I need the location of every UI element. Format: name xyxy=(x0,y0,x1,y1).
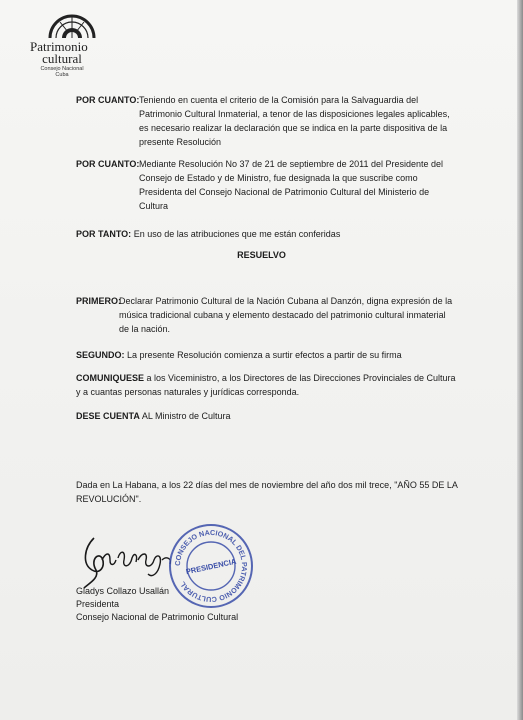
por-tanto-text: En uso de las atribuciones que me están conferidas xyxy=(133,229,341,239)
logo-arc-icon xyxy=(48,6,96,40)
por-cuanto-2-text xyxy=(139,157,470,213)
stamp-ring-text: CONSEJO NACIONAL DEL PATRIMONIO CULTURAL xyxy=(172,527,250,605)
por-cuanto-1 xyxy=(76,93,470,153)
comuniquese-text: a los Viceministro, a los Directores de las Direcciones Provinciales de Cultura xyxy=(146,373,456,383)
logo-title: Patrimonio xyxy=(30,39,88,54)
text-line: Patrimonio Cultural Inmaterial, a tenor de las disposiciones legales aplicables, xyxy=(139,109,450,119)
text-line: es necesario realizar la declaración que se indica en la parte dispositiva de la xyxy=(139,123,448,133)
segundo-label: SEGUNDO: xyxy=(76,350,125,360)
handwritten-signature xyxy=(82,530,177,590)
date-line1: Dada en La Habana, a los 22 días del mes de noviembre del año dos mil trece, "AÑO 55 DE LA xyxy=(76,480,458,490)
page-edge-shadow xyxy=(517,0,523,720)
comuniquese-label: COMUNIQUESE xyxy=(76,373,145,383)
text-line: Mediante Resolución No 37 de 21 de septiembre de 2011 del Presidente del xyxy=(139,159,444,169)
presidencia-stamp xyxy=(168,523,254,609)
por-cuanto-1-text xyxy=(139,93,470,149)
text-line: música tradicional cubana y elemento destacado del patrimonio cultural inmaterial xyxy=(119,310,446,320)
patrimonio-logo xyxy=(30,6,110,78)
segundo-text: La presente Resolución comienza a surtir efectos a partir de su firma xyxy=(127,350,402,360)
segundo xyxy=(76,348,476,362)
primero-text xyxy=(119,294,476,336)
text-line: Teniendo en cuenta el criterio de la Comisión para la Salvaguardia del xyxy=(139,95,419,105)
por-tanto-label: POR TANTO: xyxy=(76,229,132,239)
text-line: Cultura xyxy=(139,201,169,211)
primero-label: PRIMERO: xyxy=(76,296,121,306)
text-line: presente Resolución xyxy=(139,137,222,147)
signer-title: Presidenta xyxy=(76,599,120,609)
logo-org: Consejo Nacional xyxy=(40,66,84,72)
comuniquese xyxy=(76,371,476,399)
text-line: Presidenta del Consejo Nacional de Patrimonio Cultural del Ministerio de xyxy=(139,187,430,197)
logo-subtitle: cultural xyxy=(42,51,82,66)
text-line: de la nación. xyxy=(119,324,171,334)
signer-org: Consejo Nacional de Patrimonio Cultural xyxy=(76,612,239,622)
logo-country: Cuba xyxy=(55,72,69,78)
por-cuanto-1-label: POR CUANTO: xyxy=(76,95,140,105)
por-cuanto-2-label: POR CUANTO: xyxy=(76,159,140,169)
comuniquese-line1 xyxy=(76,371,476,385)
dese-cuenta-label: DESE CUENTA xyxy=(76,411,140,421)
date-paragraph xyxy=(76,478,496,506)
date-line2: REVOLUCIÓN". xyxy=(76,494,142,504)
dese-cuenta xyxy=(76,409,476,423)
signer-name: Gladys Collazo Usallán xyxy=(76,586,170,596)
primero xyxy=(76,294,476,338)
dese-cuenta-text: AL Ministro de Cultura xyxy=(141,411,231,421)
comuniquese-line2: y a cuantas personas naturales y jurídicas corresponda. xyxy=(76,387,300,397)
text-line: Declarar Patrimonio Cultural de la Nación Cubana al Danzón, digna expresión de la xyxy=(119,296,453,306)
stamp-center-text: PRESIDENCIA xyxy=(185,556,238,577)
por-cuanto-2 xyxy=(76,157,470,217)
text-line: Consejo de Estado y de Ministro, fue designada la que suscribe como xyxy=(139,173,418,183)
resuelvo-heading: RESUELVO xyxy=(237,250,286,260)
por-tanto xyxy=(76,227,476,241)
